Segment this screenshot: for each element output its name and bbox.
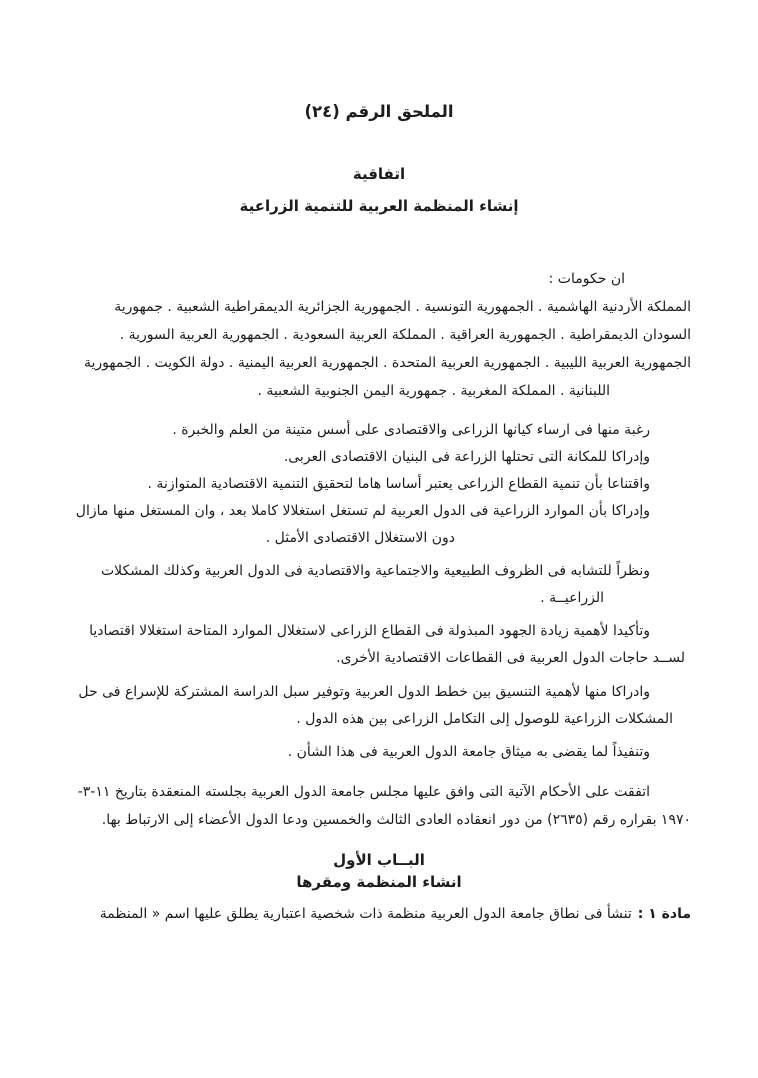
recital-line: وادراكا منها لأهمية التنسيق بين خطط الدول العربية وتوفير سبل الدراسة المشتركة للإسراع فى حل (78, 684, 650, 700)
adoption-clause-line: ١٩٧٠ بقراره رقم (٢٦٣٥) من دور انعقاده العادى الثالث والخمسين ودعا الدول الأعضاء إلى الارتباط بها. (101, 812, 691, 828)
adoption-clause-line: اتفقت على الأحكام الآتية التى وافق عليها مجلس جامعة الدول العربية بجلسته المنعقدة بتاريخ ١١-٣- (77, 784, 650, 800)
recital-line: لســد حاجات الدول العربية فى القطاعات الاقتصادية الأخرى. (336, 650, 685, 666)
recital-line: دون الاستغلال الاقتصادى الأمثل . (265, 530, 455, 546)
recital-line: المشكلات الزراعية للوصول إلى التكامل الزراعى بين هذه الدول . (296, 711, 673, 727)
recital-line: وإدراكا بأن الموارد الزراعية فى الدول العربية لم تستغل استغلالا كاملا بعد ، وان المستغل منها مازال (75, 503, 650, 519)
recital-line: وإدراكا للمكانة التى تحتلها الزراعة فى البنيان الاقتصادى العربى. (283, 449, 650, 465)
chapter-subtitle: انشاء المنظمة ومقرها (296, 873, 462, 891)
recital-line: رغبة منها فى ارساء كيانها الزراعى والاقتصادى على أسس متينة من العلم والخبرة . (172, 422, 650, 438)
opening-phrase: ان حكومات : (548, 271, 625, 287)
article-1-text: تنشأ فى نطاق جامعة الدول العربية منظمة ذات شخصية اعتبارية يطلق عليها اسم « المنظمة (99, 906, 632, 922)
recital-line: وتنفيذاً لما يقضى به ميثاق جامعة الدول العربية فى هذا الشأن . (287, 744, 650, 760)
member-states-line: المملكة الأردنية الهاشمية . الجمهورية التونسية . الجمهورية الجزائرية الديمقراطية الشعبية . جمهورية (114, 299, 691, 315)
recital-line: واقتناعا بأن تنمية القطاع الزراعى يعتبر أساسا هاما لتحقيق التنمية الاقتصادية المتوازنة . (147, 476, 650, 492)
member-states-line: السودان الديمقراطية . الجمهورية العراقية . المملكة العربية السعودية . الجمهورية العربية السورية . (119, 327, 691, 343)
chapter-title: البــاب الأول (333, 851, 425, 869)
recital-line: وتأكيدا لأهمية زيادة الجهود المبذولة فى القطاع الزراعى لاستغلال الموارد المتاحة استغلالا اقتصاديا (89, 623, 650, 639)
member-states-line: الجمهورية العربية الليبية . الجمهورية العربية المتحدة . الجمهورية العربية اليمنية . دولة الكويت . الجمهورية (84, 355, 691, 371)
agreement-subtitle: إنشاء المنظمة العربية للتنمية الزراعية (239, 197, 519, 215)
agreement-title: اتفاقية (352, 165, 406, 183)
recital-line: ونظراً للتشابه فى الظروف الطبيعية والاجتماعية والاقتصادية فى الدول العربية وكذلك المشكلات (100, 563, 650, 579)
recital-line: الزراعيــة . (540, 590, 604, 606)
member-states-line: اللبنانية . المملكة المغربية . جمهورية اليمن الجنوبية الشعبية . (257, 383, 610, 399)
article-1-label: مادة ١ : (637, 906, 691, 922)
article-1 (100, 903, 691, 925)
appendix-title: الملحق الرقم (٢٤) (304, 102, 454, 121)
